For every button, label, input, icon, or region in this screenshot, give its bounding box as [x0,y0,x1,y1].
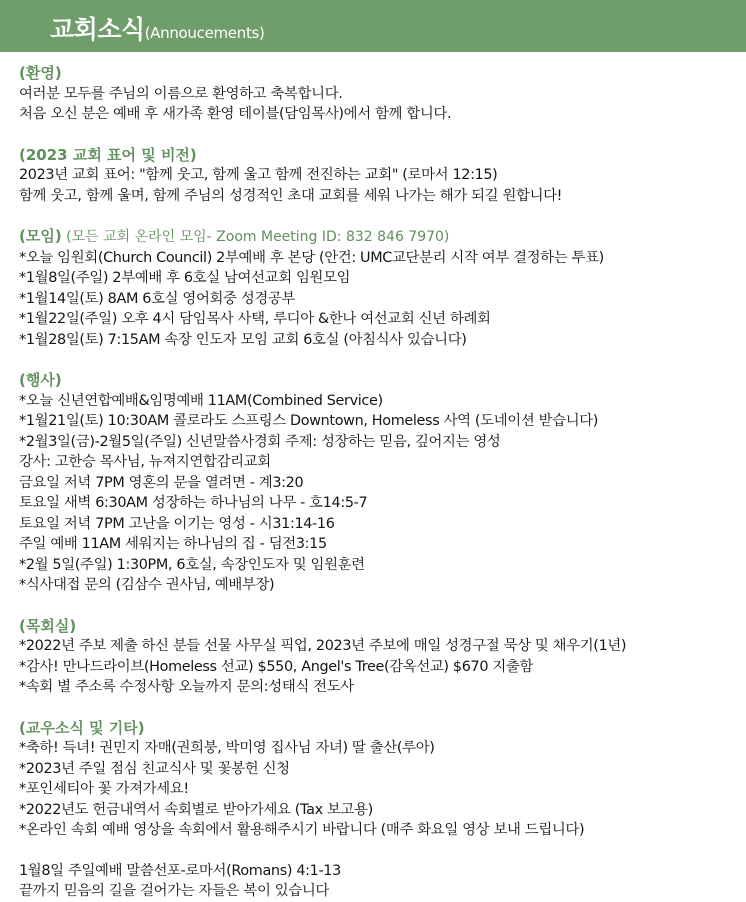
section-heading-text: (2023 교회 표어 및 비전) [19,145,197,164]
header-banner [0,0,746,52]
section-line: *속회 별 주소록 수정사항 오늘까지 문의:성태식 전도사 [19,679,354,695]
section-heading-text: (교우소식 및 기타) [19,718,145,737]
section-heading [19,616,739,637]
section-line: *1월21일(토) 10:30AM 콜로라도 스프링스 Downtown, Homeless 사역 (도네이션 받습니다) [19,413,599,429]
page-title [50,10,265,46]
scripture-line: 끝까지 믿음의 길을 걸어가는 자들은 복이 있습니다 [19,883,329,899]
section-heading-text: (모임) [19,227,62,245]
section-line: 함께 웃고, 함께 울며, 함께 주님의 성경적인 초대 교회를 세워 나가는 해가 되길 원합니다! [19,187,563,204]
section-line: *1월14일(토) 8AM 6호실 영어회중 성경공부 [19,290,296,307]
section-line: *축하! 득녀! 권민지 자매(권희붕, 박미영 집사님 자녀) 딸 출산(루아) [19,740,435,756]
section-line: *1월22일(주일) 오후 4시 담임목사 사택, 루디아 &한나 여선교회 신년 하례회 [19,311,491,327]
section-heading [19,63,739,84]
section-line: *1월8일(주일) 2부예배 후 6호실 남여선교회 임원모임 [19,270,351,286]
section-line: *2022년 주보 제출 하신 분들 선물 사무실 픽업, 2023년 주보에 매일 성경구절 묵상 및 채우기(1년) [19,638,627,654]
announcement-section [19,718,739,841]
section-line: 토요일 새벽 6:30AM 성장하는 하나님의 나무 - 호14:5-7 [19,495,368,511]
section-line: 2023년 교회 표어: "함께 웃고, 함께 울고 함께 전진하는 교회" (로마서 12:15) [19,167,498,183]
section-heading-note: (모든 교회 온라인 모임- Zoom Meeting ID: 832 846 7970) [61,229,450,245]
announcement-section [19,145,739,207]
section-heading-text: (환영) [19,64,62,82]
section-line: *2023년 주일 점심 친교식사 및 꽃봉헌 신청 [19,760,290,777]
section-line: *2월3일(금)-2월5일(주일) 신년말씀사경회 주제: 성장하는 믿음, 깊어지는 영성 [19,433,501,450]
section-heading [19,226,739,248]
section-list [19,63,739,841]
section-heading [19,718,739,739]
section-line: *2월 5일(주일) 1:30PM, 6호실, 속장인도자 및 임원훈련 [19,556,365,573]
section-line: *오늘 신년연합예배&임명예배 11AM(Combined Service) [19,392,383,409]
announcement-section [19,616,739,698]
section-line: *식사대접 문의 (김삼수 권사님, 예배부장) [19,577,275,593]
section-heading [19,145,739,166]
scripture-line: 1월8일 주일예배 말씀선포-로마서(Romans) 4:1-13 [19,862,341,879]
section-line: *온라인 속회 예배 영상을 속회에서 활용해주시기 바랍니다 (매주 화요일 영상 보내 드립니다) [19,822,585,838]
title-text: 교회소식 [50,15,145,44]
section-line: *2022년도 헌금내역서 속회별로 받아가세요 (Tax 보고용) [19,801,373,818]
announcement-section [19,226,739,350]
page-subtitle: (Annoucements) [144,24,265,42]
section-line: 처음 오신 분은 예배 후 새가족 환영 테이블(담임목사)에서 함께 합니다. [19,106,452,122]
section-line: 금요일 저녁 7PM 영혼의 문을 열려면 - 계3:20 [19,474,304,491]
announcement-section [19,370,739,596]
section-line: 강사: 고한승 목사님, 뉴져지연합감리교회 [19,454,271,470]
section-line: *감사! 만나드라이브(Homeless 선교) $550, Angel's Tree(감옥선교) $670 지출함 [19,658,534,675]
section-line: 여러분 모두를 주님의 이름으로 환영하고 축복합니다. [19,85,343,102]
section-line: 주일 예배 11AM 세워지는 하나님의 집 - 딤전3:15 [19,536,327,552]
section-line: *1월28일(토) 7:15AM 속장 인도자 모임 교회 6호실 (아침식사 있습니다) [19,331,467,348]
scripture-block [19,861,739,902]
announcements-body [19,63,739,902]
announcement-section [19,63,739,125]
section-heading-text: (행사) [19,371,62,389]
section-line: *포인세티아 꽃 가져가세요! [19,781,189,797]
section-heading [19,370,739,391]
section-line: 토요일 저녁 7PM 고난을 이기는 영성 - 시31:14-16 [19,515,335,532]
section-line: *오늘 임원회(Church Council) 2부예배 후 본당 (안건: UMC교단분리 시작 여부 결정하는 투표) [19,249,604,266]
section-heading-text: (목회실) [19,616,77,635]
